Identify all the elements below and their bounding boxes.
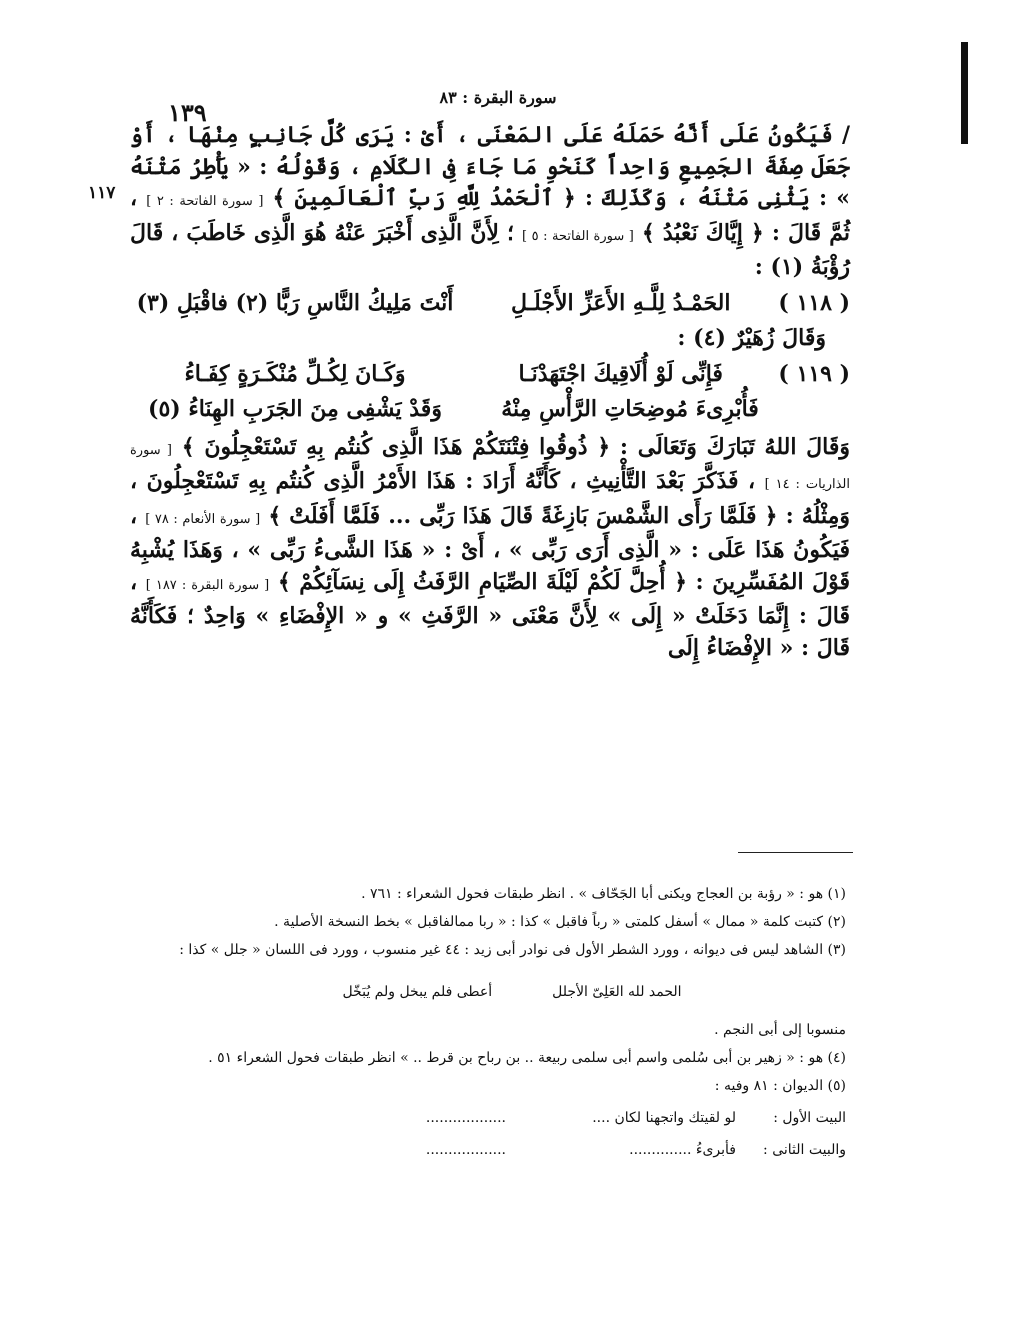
margin-reference-number: ١١٧ bbox=[88, 183, 116, 203]
verse-hemistich: أَنْتَ مَلِيكُ النَّاسِ رَبًّا (٢) فاقْبَلِ (٣) bbox=[136, 289, 454, 316]
text-run: ، فَذَكَّرَ بَعْدَ التَّأْنِيثِ ، كَأَنَّهُ أَرَادَ : هَذَا الأَمْرُ الَّذِى كُنتُم بِهِ تَسْتَعْجِلُونَ ، وَمِثْلُهُ : ﴿ فَلَمَّا رَأَى الشَّمْسَ بَازِغَةً قَالَ هَذَا رَبِّى ... فَلَمَّا أَفَلَتْ ﴾ bbox=[130, 468, 850, 529]
text-run: ، فَيَكُونُ هَذَا عَلَى : « الَّذِى أَرَى رَبِّى » ، أَىْ : « هَذَا الشَّىءُ رَبِّى » ، وَهَذَا يُشْبِهُ قَوْلَ المُفَسِّرِينَ : ﴿ أُحِلَّ لَكُمْ لَيْلَةَ الصِّيَامِ الرَّفَثُ إِلَى نِسَآئِكُمْ ﴾ bbox=[130, 502, 850, 595]
footnote-variants bbox=[178, 1104, 846, 1164]
verse-line bbox=[130, 394, 850, 426]
binding-edge-mark bbox=[961, 42, 968, 144]
footnotes bbox=[178, 880, 846, 1168]
footnote-verse bbox=[178, 978, 846, 1006]
quran-reference: [ سورة البقرة : ١٨٧ ] bbox=[145, 577, 270, 593]
paragraph bbox=[130, 120, 850, 284]
text-run: ، قَالَ : إِنَّمَا دَخَلَتْ « إِلَى » لِأَنَّ مَعْنَى « الرَّفَثِ » و « الإِفْضَاءِ » وَاحِدٌ ؛ فَكَأَنَّهُ قَالَ : « الإِفْضَاءُ إِلَى bbox=[130, 568, 850, 661]
text-run: / فَيَكُونُ عَلَى أَنَّهُ حَمَلَهُ عَلَى المَعْنَى ، أَىْ : يَرَى كُلَّ جَانِبٍ مِنْهَا ، أَوْ جَعَلَ صِفَةَ الجَمِيعِ وَاحِداً كَنَحْوِ مَا جَاءَ فِى الكَلَامِ ، وَقَوْلُهُ : « يَأْطِرُ مَتْنَهُ » : يَثْنِى مَتْنَهُ ، وَكَذَلِكَ : ﴿ ٱلْحَمْدُ لِلَّهِ رَبِّ ٱلْعَالَمِينَ ﴾ bbox=[130, 122, 850, 211]
main-text bbox=[130, 120, 850, 664]
verse-hemistich: وَكَـانَ لِكُـلِّ مُنْكَـرَةٍ كِفَـاءُ bbox=[184, 360, 406, 387]
variant-row bbox=[178, 1104, 846, 1132]
verse-hemistich: فَإِنِّى لَوْ أُلَاقِيكَ اجْتَهَدْنَـا bbox=[518, 360, 723, 387]
verse-hemistich: فَأُبْرِىءَ مُوضِحَاتِ الرَّأْسِ مِنْهُ bbox=[501, 396, 759, 422]
footnote: (٢) كتبت كلمة « ممال » أسفل كلمتى « رباً فاقبل » كذا : « ربا ممالفاقبل » بخط النسخة الأصلية . bbox=[274, 914, 846, 930]
footnote: (٥) الديوان : ٨١ وفيه : bbox=[714, 1078, 846, 1094]
verse-number: ( ١١٨ ) bbox=[778, 289, 850, 316]
text-run: وَقَالَ اللهُ تَبَارَكَ وَتَعَالَى : ﴿ ذُوقُوا فِتْنَتَكُمْ هَذَا الَّذِى كُنتُم بِهِ تَسْتَعْجِلُونَ ﴾ bbox=[181, 433, 850, 460]
footnote-hemistich: الحمد لله العَلِىّ الأجلل bbox=[552, 984, 682, 1000]
footnote: (٣) الشاهد ليس فى ديوانه ، وورد الشطر الأول فى نوادر أبى زيد : ٤٤ غير منسوب ، وورد فى اللسان « جلل » كذا : bbox=[179, 942, 846, 958]
quran-reference: [ سورة الذاريات : ١٤ ] bbox=[130, 442, 850, 492]
footnote: (١) هو : « رؤبة بن العجاج ويكنى أبا الجَحّاف » . انظر طبقات فحول الشعراء : ٧٦١ . bbox=[361, 886, 846, 902]
text-run: ، ثُمَّ قَالَ : ﴿ إِيَّاكَ نَعْبُدُ ﴾ bbox=[130, 185, 850, 246]
quran-reference: [ سورة الفاتحة : ٢ ] bbox=[146, 194, 264, 209]
verse-line bbox=[130, 288, 850, 320]
variant-text: فأبرىءُ .............. bbox=[629, 1142, 736, 1158]
footnote-hemistich: أعطى فلم يبخل ولم يُبَخّل bbox=[342, 984, 493, 1000]
quran-reference: [ سورة الفاتحة : ٥ ] bbox=[521, 228, 634, 244]
paragraph: وَقَالَ زُهَيْرٌ (٤) : bbox=[677, 325, 826, 351]
variant-text: لو لقيتك واتجهنا لكان .... bbox=[592, 1110, 736, 1126]
text-run: ؛ لِأَنَّ الَّذِى أَخْبَرَ عَنْهُ هُوَ الَّذِى خَاطَبَ ، قَالَ رُؤْبَةُ (١) : bbox=[130, 219, 850, 280]
verse-hemistich: وَقَدْ يَشْفِى مِنَ الجَرَبِ الهِنَاءُ (٥) bbox=[148, 396, 442, 422]
variant-ellipsis: .................. bbox=[425, 1142, 506, 1158]
page-number: ١٣٩ bbox=[168, 98, 207, 127]
variant-label: والبيت الثانى : bbox=[763, 1142, 846, 1158]
verse-hemistich: الحَمْـدُ لِلَّـهِ الأَعَزِّ الأَجْلَـلِ bbox=[510, 289, 731, 316]
footnote: (٤) هو : « زهير بن أبى سُلمى واسم أبى سلمى ربيعة .. بن رباح بن قرط .. » انظر طبقات فحول الشعراء ٥١ . bbox=[208, 1050, 846, 1066]
running-header: سورة البقرة : ٨٣ bbox=[439, 88, 557, 107]
variant-label: البيت الأول : bbox=[773, 1110, 846, 1126]
footnote-separator bbox=[738, 852, 853, 853]
footnote: منسوبا إلى أبى النجم . bbox=[714, 1022, 846, 1038]
variant-ellipsis: .................. bbox=[425, 1110, 506, 1126]
paragraph bbox=[130, 432, 850, 665]
variant-row bbox=[178, 1136, 846, 1164]
verse-line bbox=[130, 359, 850, 391]
verse-number: ( ١١٩ ) bbox=[778, 360, 850, 387]
quran-reference: [ سورة الأنعام : ٧٨ ] bbox=[145, 511, 261, 527]
